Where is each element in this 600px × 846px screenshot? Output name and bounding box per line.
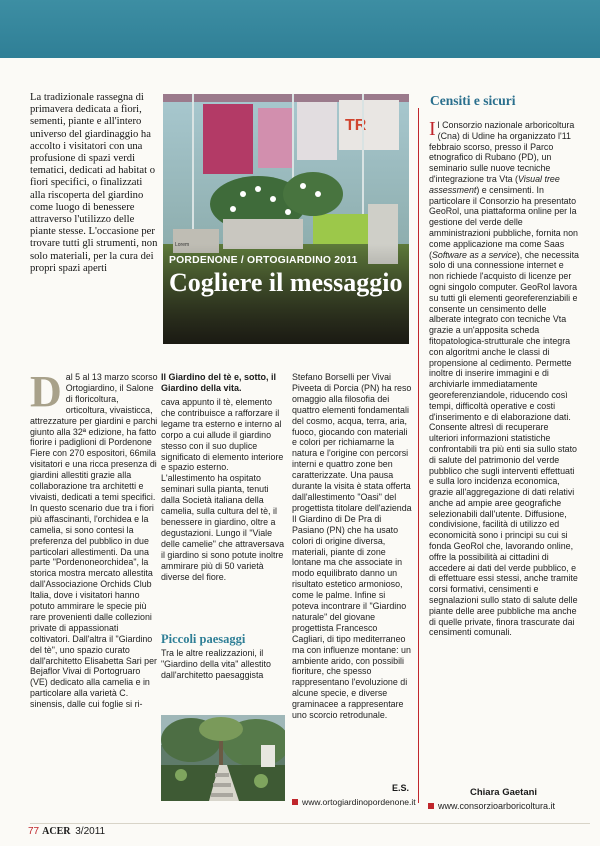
main-photo [163, 94, 409, 344]
svg-text:TR: TR [345, 117, 367, 134]
bullet-square-icon [292, 799, 298, 805]
photo-caption: Il Giardino del tè e, sotto, il Giardino della vita. [161, 372, 277, 393]
sidebar-author: Chiara Gaetani [470, 787, 538, 798]
magazine-name: ACER [42, 826, 71, 837]
article-kicker: PORDENONE / ORTOGIARDINO 2011 [169, 255, 358, 266]
article-column-2: cava appunto il tè, elemento che contribuisce a rafforzare il legame tra esterno e interno al corpo a cui allude il giardino stesso con il suo duplice significato di elemento interiore e spazio esterno. L'allestimento ha ospitato seminari sulla pianta, tenuti dalla Società italiana della camelia, sulla cultura del tè, il benessere in giardino, oltre a degustazioni. Lungo il "Viale delle camelie" che attraversava il giardino si sono potute inoltre ammirare più di 50 varietà diverse del fiore. [161, 397, 285, 582]
article-signature: E.S. [392, 783, 410, 793]
garden-photo-image [161, 715, 285, 801]
header-band [0, 0, 600, 58]
article-dropcap: D [30, 367, 62, 416]
sidebar-body: Il Consorzio nazionale arboricoltura (Cna) di Udine ha organizzato l'11 febbraio scorso, presso il Parco etnografico di Rubano (PD), un seminario sulle nuove tecniche d'integrazione tra Vta (Visual tree assessment) e censimenti. In particolare il Consorzio ha presentato GeoRol, una piattaforma online per la gestione del verde delle amministrazioni pubbliche, fornita non come applicazione ma come Saas (Software as a service), che necessita solo di una connessione internet e non richiede l'acquisto di licenze per ogni singolo computer. GeoRol lavora su tutti gli elementi georeferenziabili e consente un censimento delle alberate integrato con tecniche Vta grazie a un'apposita scheda fitopatologica-strutturale che integra con algoritmi anche le classi di propensione al cedimento. Permette inoltre di inserire immagini e di archiviarle immediatamente georeferenziandole, riducendo così tempi, difficoltà operative e costi d'inserimento e di elaborazione dati. Consente altresì di recuperare ulteriori informazioni statistiche confrontabili tra più enti sia sullo stato di salute del patrimonio del verde pubblico che sugli interventi effettuati e sulla loro incidenza economica, grazie all'aggregazione di dati relativi anche ad ampie aree geografiche selezionabili dall'utente. Diffusione, condivisione, facilità di utilizzo ed economicità sono i principi su cui si fonda GeoRol che, lavorando online, offre la possibilità ai cittadini di accedere ai dati del verde pubblico, e di effettuare essi stessi, anche tramite corsi formativi, censimenti e segnalazioni sullo stato di salute delle piante delle aree pubbliche ma anche di quelle private, finora trascurate dai censimenti comunali. [429, 118, 579, 638]
article-column-2-continued: Tra le altre realizzazioni, il "Giardino della vita" allestito dall'architetto paesaggista [161, 648, 271, 680]
sidebar-divider [418, 108, 419, 803]
greenhouse-photo-image [163, 94, 409, 344]
sidebar-link[interactable]: www.consorzioarboricoltura.it [428, 801, 555, 811]
sidebar-title: Censiti e sicuri [430, 93, 516, 108]
garden-photo [161, 715, 285, 801]
article-column-3: Stefano Borselli per Vivai Piveeta di Porcia (PN) ha reso omaggio alla filosofia dei quattro elementi fondamentali del cosmo, acqua, terra, aria, fuoco, giocando con materiali e colori per richiamarne la natura e l'origine con percorsi interni e quattro zone ben caratterizzate. Una pausa durante la visita è stata offerta dall'allestimento "Oasi" del progettista titolare dell'azienda Il Giardino di De Pra di Pasiano (PN) che ha usato colori di origine diversa, materiali, piante di zone lontane ma che associate in modo equilibrato danno un risultato estetico armonioso, come le palme. Infine si poteva incontrare il "Giardino naturale" del giovane progettista Francesco Cagliari, di tipo mediterraneo ma con influenze montane: un ambiente arido, con possibili fioriture, che spesso rappresentano l'evoluzione di alcune specie, e diverse graminacee a rappresentare uno scorcio retrodunale. [292, 372, 412, 721]
bullet-square-icon [428, 803, 434, 809]
sidebar-dropcap: I [429, 118, 436, 140]
article-column-1: Dal 5 al 13 marzo scorso Ortogiardino, il Salone di floricoltura, orticoltura, vivaisticca, attrezzature per giardini e parchi giunto alla 32ª edizione, ha fatto fiorire i padiglioni di Pordenone Fiere con 270 espositori, 66mila visitatori e una ricca presenza di giardini allestiti grazie alla collaborazione tra architetti e vivaisti, dedicati a temi specifici. In questo scenario due tra i fiori più affascinanti, l'orchidea e la camelia, si sono contesi la preferenza del pubblico in due particolari allestimenti. Da una parte "Pordenoneorchidea", la storica mostra mercato allestita dall'Associazione Orchids Club Italia, dove i visitatori hanno potuto ammirare le specie più rare provenienti dalle collezioni private di appassionati coltivatori. Dall'altra il "Giardino del tè", uno spazio curato dall'architetto Elisabetta Sari per Bejaflor Vivai di Portogruaro (VE) dedicato alla camelia e in particolare alla varietà C. sinensis, dalle cui foglie si ri- [30, 367, 158, 710]
footer-divider [30, 823, 590, 824]
article-link[interactable]: www.ortogiardinopordenone.it [292, 797, 416, 807]
intro-standfirst: La tradizionale rassegna di primavera dedicata a fiori, sementi, piante e all'intero universo del giardinaggio ha accolto i visitatori con una profusione di spazi verdi tematici, dedicati ad habitat o fiori specifici, o finalizzati alla riscoperta del giardino come luogo di benessere attraverso l'utilizzo delle piante stesse. L'occasione per trovare tutti gli strumenti, non solo materiali, per la cura dei propri spazi aperti [30, 92, 158, 274]
issue-number: 3/2011 [75, 826, 106, 837]
page-footer [28, 826, 105, 837]
article-subheading: Piccoli paesaggi [161, 632, 246, 646]
page-number: 77 [28, 826, 40, 837]
article-headline: Cogliere il messaggio [169, 268, 403, 297]
